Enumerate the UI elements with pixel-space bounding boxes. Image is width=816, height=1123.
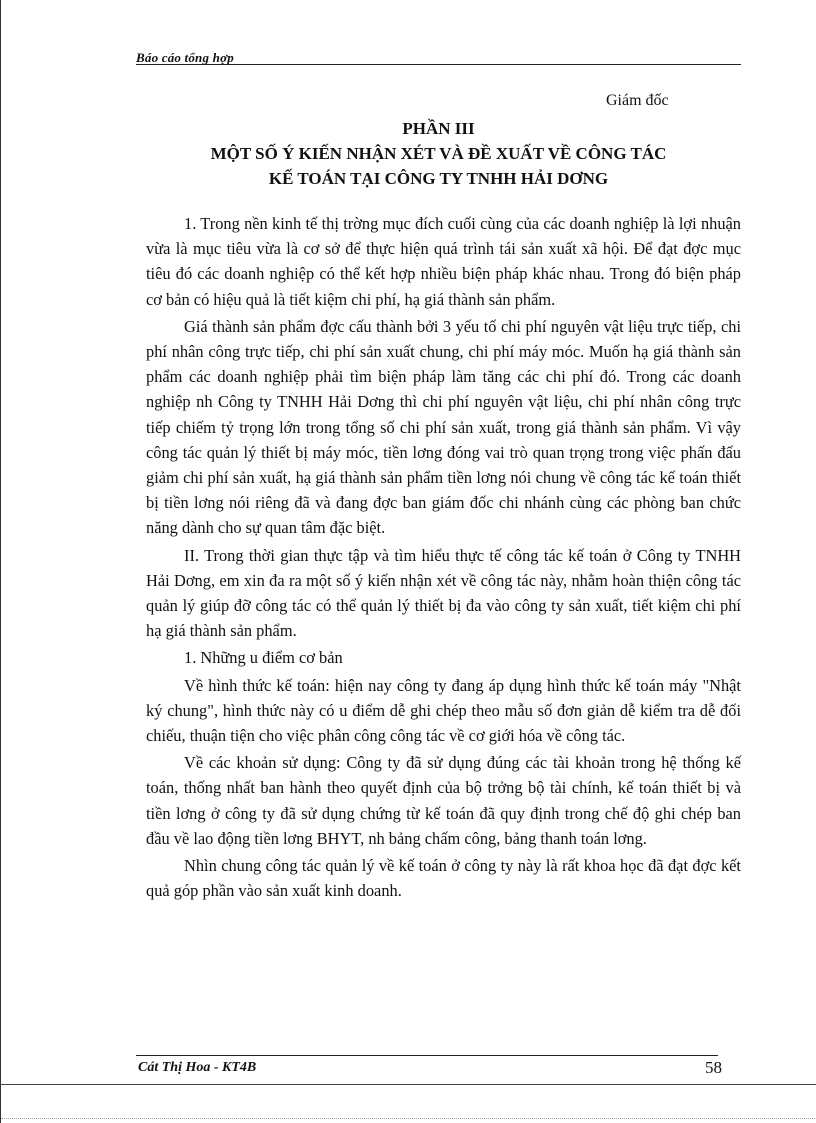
signer-label: Giám đốc: [606, 92, 669, 109]
paragraph: Về các khoản sử dụng: Công ty đã sử dụng đúng các tài khoản trong hệ thống kế toán, thống nhất ban hành theo quyết định của bộ trởng bộ tài chính, kế toán thiết bị và tiền lơng ở công ty đã sử dụng chứng từ kế toán đã quy định trong chế độ ghi chép ban đầu về lao động tiền lơng BHYT, nh bảng chấm công, bảng thanh toán lơng.: [146, 753, 741, 848]
footer-author: Cát Thị Hoa - KT4B: [138, 1060, 257, 1075]
paragraph: Nhìn chung công tác quản lý về kế toán ở công ty này là rất khoa học đã đạt đợc kết quả góp phần vào sản xuất kinh doanh.: [146, 856, 741, 901]
page-bottom-rule: [1, 1084, 816, 1085]
heading-title-line-2: KẾ TOÁN TẠI CÔNG TY TNHH HẢI DƠNG: [268, 169, 609, 188]
footer-rule: [136, 1055, 718, 1056]
paragraph: II. Trong thời gian thực tập và tìm hiểu thực tế công tác kế toán ở Công ty TNHH Hải Dơng, em xin đa ra một số ý kiến nhận xét về công tác này, nhằm hoàn thiện công tác quản lý giúp đỡ công tác có thể quản lý thiết bị đa vào công ty sản xuất, tiết kiệm chi phí hạ giá thành sản phẩm.: [146, 545, 741, 641]
body-text: [146, 211, 741, 905]
paragraph: Giá thành sản phẩm đợc cấu thành bởi 3 yếu tố chi phí nguyên vật liệu trực tiếp, chi phí nhân công trực tiếp, chi phí sản xuất chung, chi phí máy móc. Muốn hạ giá thành sản phẩm các doanh nghiệp phải tìm biện pháp làm tăng các chi phí đó. Trong các doanh nghiệp nh Công ty TNHH Hải Dơng thì chi phí nguyên vật liệu, chi phí nhân công trực tiếp chiếm tỷ trọng lớn trong tổng số chi phí sản xuất, trong giá thành sản phẩm. Vì vậy công tác quản lý thiết bị máy móc, tiền lơng đóng vai trò quan trọng trong việc phấn đấu giảm chi phí sản xuất, hạ giá thành sản phẩm tiền lơng nói chung về công tác kế toán thiết bị tiền lơng nói riêng đã và đang đợc ban giám đốc chi nhánh cùng các phòng ban chức năng dành cho sự quan tâm đặc biệt.: [146, 316, 741, 538]
subsection-heading: 1. Những u điểm cơ bản: [184, 648, 343, 668]
heading-part: PHẦN III: [402, 119, 475, 138]
paragraph: Về hình thức kế toán: hiện nay công ty đang áp dụng hình thức kế toán máy "Nhật ký chung", hình thức này có u điểm dễ ghi chép theo mẫu số đơn giản dễ kiểm tra dễ đối chiếu, thuận tiện cho việc phân công công tác về cơ giới hóa về công tác.: [146, 675, 741, 746]
header-rule: [136, 64, 741, 65]
page-number: 58: [705, 1058, 722, 1077]
page-edge-dots: [1, 1118, 816, 1119]
heading-title-line-1: MỘT SỐ Ý KIẾN NHẬN XÉT VÀ ĐỀ XUẤT VỀ CÔNG TÁC: [210, 144, 667, 163]
running-header: Báo cáo tổng hợp: [136, 50, 234, 65]
section-heading: [136, 116, 741, 191]
paragraph: 1. Trong nền kinh tế thị trờng mục đích cuối cùng của các doanh nghiệp là lợi nhuận vừa là mục tiêu vừa là cơ sở để thực hiện quá trình tái sản xuất xã hội. Để đạt đợc mục tiêu đó các doanh nghiệp có thể kết hợp nhiều biện pháp khác nhau. Trong đó biện pháp cơ bản có hiệu quả là tiết kiệm chi phí, hạ giá thành sản phẩm.: [146, 214, 741, 309]
